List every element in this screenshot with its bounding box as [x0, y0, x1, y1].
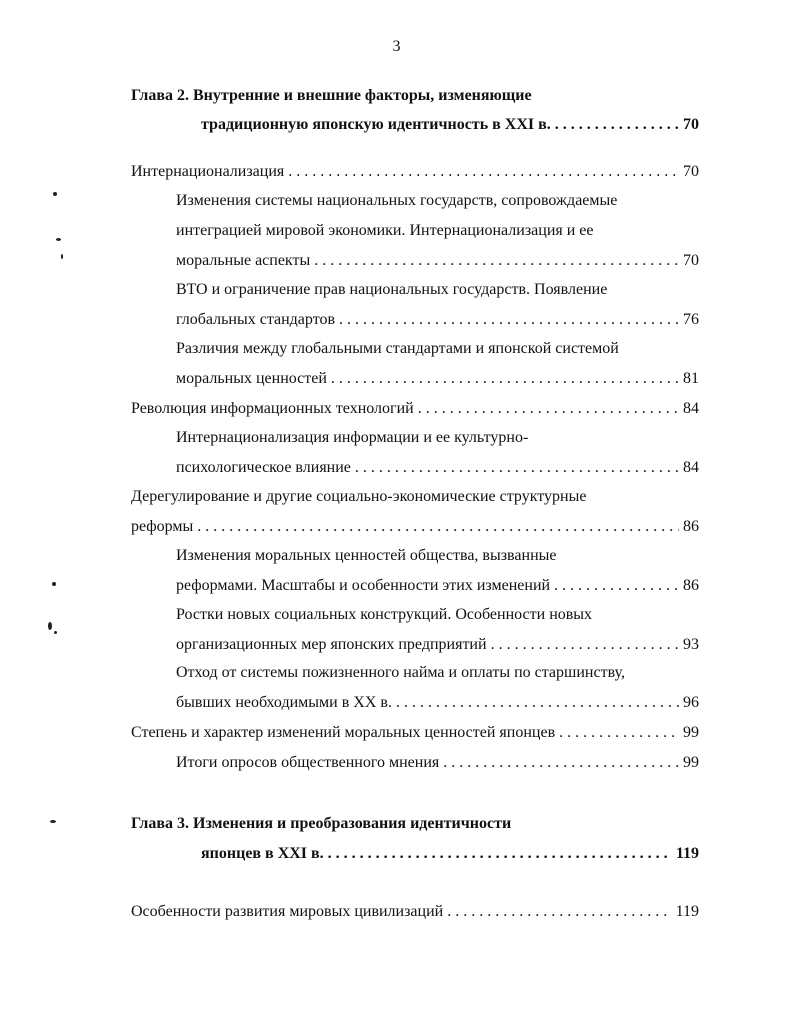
page-ref: 86 — [683, 577, 699, 594]
toc-entry-dereg[interactable] — [131, 517, 699, 537]
page-ref: 70 — [683, 252, 699, 269]
chapter-3-title-line1: Глава 3. Изменения и преобразования идентичности — [131, 815, 512, 832]
dot-leader — [554, 576, 679, 596]
page-ref: 76 — [683, 311, 699, 328]
page-ref: 96 — [683, 694, 699, 711]
dot-leader — [331, 369, 679, 389]
toc-entry-intl-sub2[interactable] — [176, 310, 699, 330]
page-ref: 70 — [683, 116, 699, 133]
dot-leader — [418, 399, 679, 419]
dereg-sub3-line1: Отход от системы пожизненного найма и оплаты по старшинству, — [176, 664, 625, 681]
dereg-sub1-line1: Изменения моральных ценностей общества, вызванные — [176, 547, 557, 564]
toc-entry-chapter-2[interactable] — [201, 115, 699, 135]
chapter-2-title-line1: Глава 2. Внутренние и внешние факторы, изменяющие — [131, 87, 532, 104]
page-ref: 86 — [683, 518, 699, 535]
toc-entry-degree[interactable] — [131, 723, 699, 743]
scan-speck — [50, 820, 56, 823]
scan-speck — [53, 192, 57, 196]
entry-title: реформы — [131, 518, 194, 535]
page-ref: 99 — [683, 724, 699, 741]
toc-entry-it[interactable] — [131, 399, 699, 419]
dot-leader — [339, 310, 679, 330]
entry-title: реформами. Масштабы и особенности этих изменений — [176, 577, 551, 594]
dot-leader — [491, 635, 679, 655]
entry-title: Особенности развития мировых цивилизаций — [131, 903, 444, 920]
it-sub1-line1: Интернационализация информации и ее культурно- — [176, 429, 529, 446]
dot-leader — [328, 844, 672, 864]
dot-leader — [288, 162, 679, 182]
entry-title: психологическое влияние — [176, 459, 351, 476]
toc-entry-dereg-sub1[interactable] — [176, 576, 699, 596]
dot-leader — [197, 517, 679, 537]
page-ref: 119 — [675, 845, 699, 862]
entry-title: моральных ценностей — [176, 370, 327, 387]
dot-leader — [396, 693, 679, 713]
scan-speck — [52, 582, 56, 586]
toc-entry-intl-sub3[interactable] — [176, 369, 699, 389]
entry-title: организационных мер японских предприятий — [176, 636, 487, 653]
scan-speck — [48, 622, 52, 630]
dot-leader — [443, 753, 679, 773]
intl-sub2-line1: ВТО и ограничение прав национальных государств. Появление — [176, 281, 608, 298]
toc-entry-chapter-3[interactable] — [201, 844, 699, 864]
page-ref: 81 — [683, 370, 699, 387]
entry-title: глобальных стандартов — [176, 311, 336, 328]
scan-speck — [54, 631, 57, 634]
dot-leader — [555, 115, 679, 135]
page-ref: 84 — [683, 400, 699, 417]
toc-entry-dereg-sub2[interactable] — [176, 635, 699, 655]
dot-leader — [355, 458, 679, 478]
page-number: 3 — [392, 38, 401, 55]
toc-entry-intl[interactable] — [131, 162, 699, 182]
dereg-sub2-line1: Ростки новых социальных конструкций. Особенности новых — [176, 606, 593, 623]
dereg-line1: Дерегулирование и другие социально-экономические структурные — [131, 488, 587, 505]
intl-sub1-line1: Изменения системы национальных государств, сопровождаемые — [176, 192, 618, 209]
scan-speck — [61, 254, 63, 259]
scan-speck — [56, 238, 61, 241]
toc-entry-degree-sub1[interactable] — [176, 753, 699, 773]
page-ref: 99 — [683, 754, 699, 771]
page-ref: 93 — [683, 636, 699, 653]
intl-sub3-line1: Различия между глобальными стандартами и японской системой — [176, 340, 619, 357]
entry-title: Итоги опросов общественного мнения — [176, 754, 440, 771]
entry-title: Интернационализация — [131, 163, 285, 180]
chapter-3-title-line2: японцев в XXI в. — [201, 845, 324, 862]
page-ref: 119 — [675, 903, 699, 920]
toc-entry-it-sub1[interactable] — [176, 458, 699, 478]
dot-leader — [447, 902, 671, 922]
chapter-2-title-line2: традиционную японскую идентичность в XXI в. — [201, 116, 551, 133]
entry-title: Степень и характер изменений моральных ценностей японцев — [131, 724, 556, 741]
dot-leader — [559, 723, 679, 743]
toc-entry-dereg-sub3[interactable] — [176, 693, 699, 713]
entry-title: Революция информационных технологий — [131, 400, 414, 417]
toc-entry-civ[interactable] — [131, 902, 699, 922]
page-ref: 70 — [683, 163, 699, 180]
entry-title: моральные аспекты — [176, 252, 311, 269]
dot-leader — [314, 251, 679, 271]
intl-sub1-line2: интеграцией мировой экономики. Интернационализация и ее — [176, 222, 594, 239]
entry-title: бывших необходимыми в XX в. — [176, 694, 392, 711]
toc-entry-intl-sub1[interactable] — [176, 251, 699, 271]
page-ref: 84 — [683, 459, 699, 476]
